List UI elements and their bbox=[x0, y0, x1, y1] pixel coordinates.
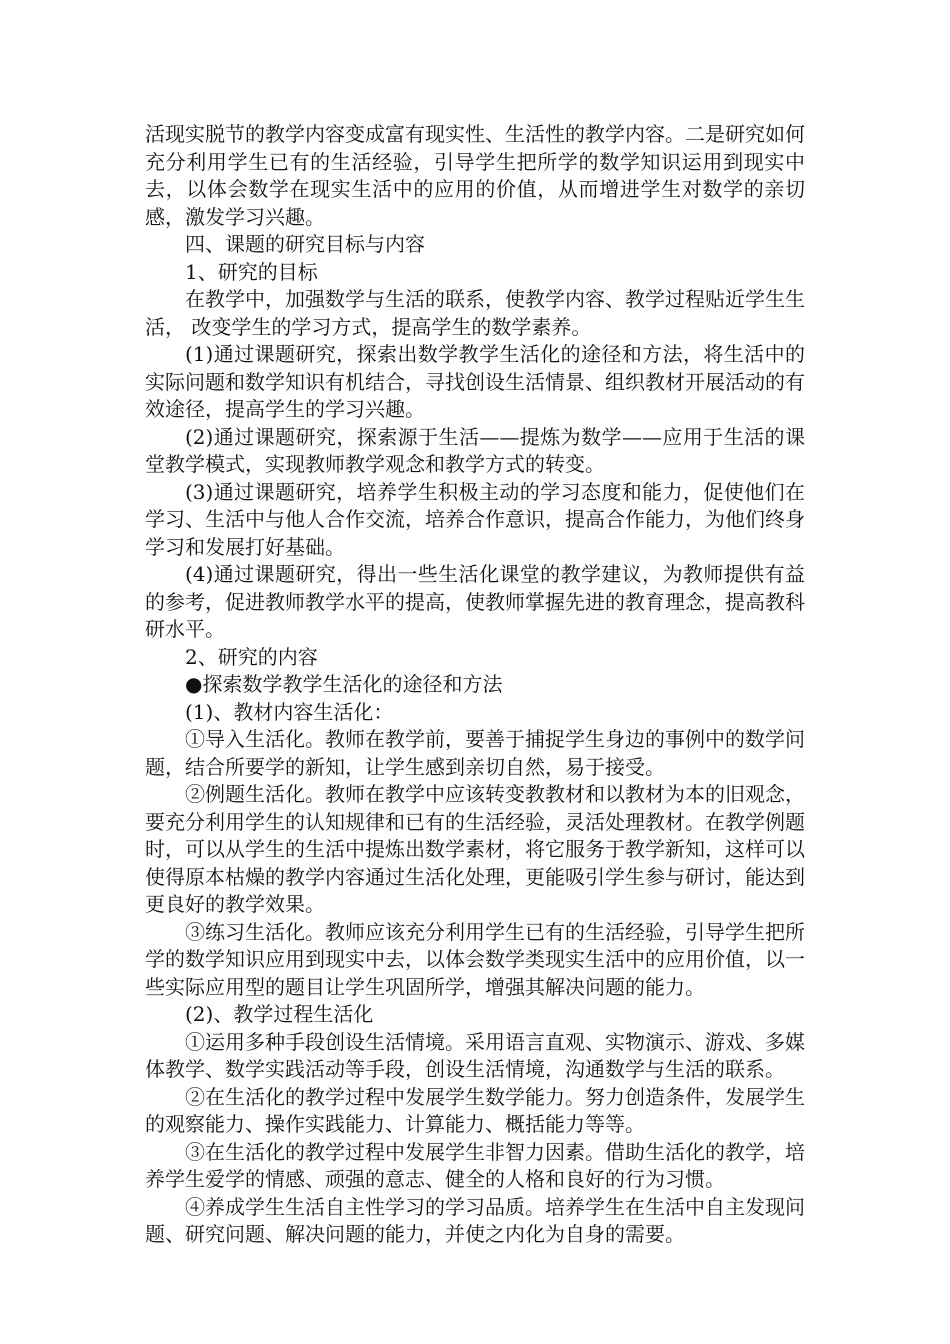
paragraph-practice-life: ③练习生活化。教师应该充分利用学生已有的生活经验，引导学生把所学的数学知识应用到现实中去，以体会数学类现实生活中的应用价值，以一些实际应用型的题目让学生巩固所学，增强其解决问题的能力。 bbox=[145, 919, 805, 999]
bullet-heading-approach: ●探索数学教学生活化的途径和方法 bbox=[185, 672, 503, 696]
paragraph-process-1: ①运用多种手段创设生活情境。采用语言直观、实物演示、游戏、多媒体教学、数学实践活动等手段，创设生活情境，沟通数学与生活的联系。 bbox=[145, 1029, 805, 1081]
subheading-teaching-process: (2)、教学过程生活化 bbox=[185, 1002, 374, 1026]
paragraph-continuation: 活现实脱节的教学内容变成富有现实性、生活性的教学内容。二是研究如何充分利用学生已有的生活经验，引导学生把所学的数学知识运用到现实中去，以体会数学在现实生活中的应用的价值，从而增进学生对数学的亲切感，激发学习兴趣。 bbox=[145, 122, 805, 229]
paragraph-goal-2: (2)通过课题研究，探索源于生活——提炼为数学——应用于生活的课堂教学模式，实现教师教学观念和教学方式的转变。 bbox=[145, 424, 805, 476]
paragraph-goal-summary: 在教学中，加强数学与生活的联系，使教学内容、教学过程贴近学生生活， 改变学生的学习方式，提高学生的数学素养。 bbox=[145, 287, 805, 339]
subheading-research-content: 2、研究的内容 bbox=[185, 644, 318, 669]
subheading-material-content: (1)、教材内容生活化： bbox=[185, 699, 394, 724]
paragraph-example-life: ②例题生活化。教师在教学中应该转变教教材和以教材为本的旧观念，要充分利用学生的认知规律和已有的生活经验，灵活处理教材。在教学例题时，可以从学生的生活中提炼出数学素材，将它服务于教学新知，这样可以使得原本枯燥的教学内容通过生活化处理，更能吸引学生参与研讨，能达到更良好的教学效果。 bbox=[145, 782, 805, 916]
document-body bbox=[145, 121, 805, 1249]
paragraph-process-4: ④养成学生生活自主性学习的学习品质。培养学生在生活中自主发现问题、研究问题、解决问题的能力，并使之内化为自身的需要。 bbox=[145, 1194, 805, 1246]
subheading-research-goal: 1、研究的目标 bbox=[185, 259, 318, 284]
paragraph-process-2: ②在生活化的教学过程中发展学生数学能力。努力创造条件，发展学生的观察能力、操作实践能力、计算能力、概括能力等等。 bbox=[145, 1084, 805, 1136]
section-heading-goals-content: 四、课题的研究目标与内容 bbox=[185, 232, 425, 256]
paragraph-process-3: ③在生活化的教学过程中发展学生非智力因素。借助生活化的教学，培养学生爱学的情感、顽强的意志、健全的人格和良好的行为习惯。 bbox=[145, 1139, 805, 1191]
paragraph-goal-1: (1)通过课题研究，探索出数学教学生活化的途径和方法，将生活中的实际问题和数学知识有机结合，寻找创设生活情景、组织教材开展活动的有效途径，提高学生的学习兴趣。 bbox=[145, 342, 805, 421]
paragraph-intro-life: ①导入生活化。教师在教学前，要善于捕捉学生身边的事例中的数学问题，结合所要学的新知，让学生感到亲切自然，易于接受。 bbox=[145, 727, 805, 779]
paragraph-goal-4: (4)通过课题研究，得出一些生活化课堂的教学建议，为教师提供有益的参考，促进教师教学水平的提高，使教师掌握先进的教育理念，提高教科研水平。 bbox=[145, 562, 805, 641]
paragraph-goal-3: (3)通过课题研究，培养学生积极主动的学习态度和能力，促使他们在学习、生活中与他人合作交流，培养合作意识，提高合作能力，为他们终身学习和发展打好基础。 bbox=[145, 479, 805, 559]
